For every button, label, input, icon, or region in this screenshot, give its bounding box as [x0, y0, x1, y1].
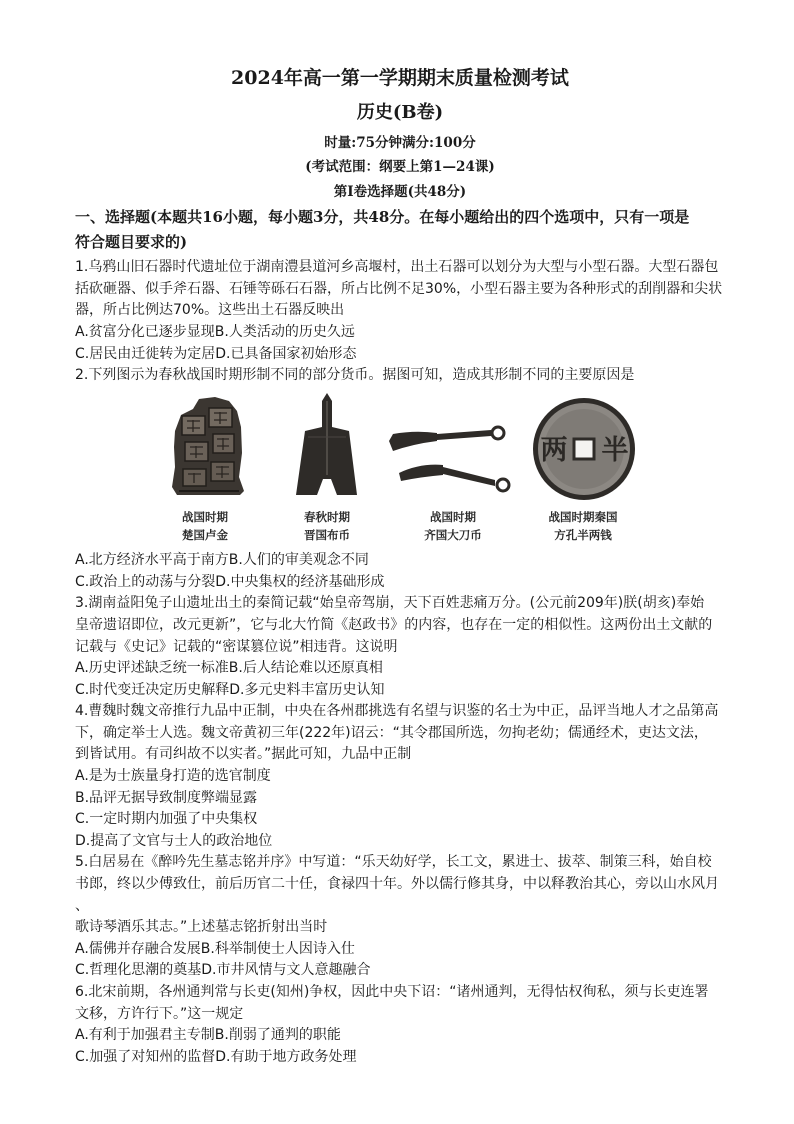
question-list — [75, 257, 725, 1068]
option-line: C.时代变迁决定历史解释D.多元史料丰富历史认知 — [75, 681, 385, 698]
instructions-line: 一、选择题(本题共16小题，每小题3分，共48分。在每小题给出的四个选项中，只有一项是 — [75, 207, 690, 226]
chu-gold-plate-icon — [172, 397, 244, 495]
coin-figure — [75, 387, 725, 550]
coin-caption — [393, 508, 513, 544]
option-line: B.品评无据导致制度弊端显露 — [75, 789, 258, 806]
option-line: A.北方经济水平高于南方B.人们的审美观念不同 — [75, 552, 369, 569]
section-title: 第Ⅰ卷选择题(共48分) — [333, 184, 467, 200]
option-line: C.政治上的动荡与分裂D.中央集权的经济基础形成 — [75, 573, 385, 590]
question-stem-line: 3.湖南益阳兔子山遗址出土的秦简记载“始皇帝驾崩，天下百姓悲痛万分。(公元前209年)朕(胡亥)奉始 — [75, 595, 705, 612]
caption-line: 方孔半两钱 — [554, 527, 612, 542]
question-stem-line: 括砍砸器、似手斧石器、石锤等砾石石器，所占比例不足30%，小型石器主要为各种形式的刮削器和尖状 — [75, 280, 723, 297]
option-line: C.加强了对知州的监督D.有助于地方政务处理 — [75, 1048, 357, 1065]
coin-inscription-right: 半 — [601, 434, 629, 466]
question-stem-line: 皇帝遗诏即位，改元更新”，它与北大竹简《赵政书》的内容，也存在一定的相似性。这两份出土文献的 — [75, 616, 713, 633]
option-line: A.是为士族量身打造的选官制度 — [75, 768, 271, 785]
option-line: A.有利于加强君主专制B.削弱了通判的职能 — [75, 1027, 341, 1044]
option-line: A.历史评述缺乏统一标准B.后人结论难以还原真相 — [75, 660, 383, 677]
coin-caption — [145, 508, 265, 544]
caption-line: 晋国布币 — [304, 527, 350, 542]
question-stem-line: 、 — [75, 897, 89, 914]
coin-inscription-left: 两 — [540, 434, 568, 466]
caption-line: 齐国大刀币 — [424, 527, 482, 542]
caption-line: 战国时期 — [430, 509, 476, 524]
exam-title: 2024年高一第一学期期末质量检测考试 — [231, 67, 569, 89]
question-stem-line: 4.曹魏时魏文帝推行九品中正制，中央在各州郡挑选有名望与识鉴的名士为中正，品评当地人才之品第高 — [75, 703, 719, 720]
question-stem-line: 器，所占比例达70%。这些出土石器反映出 — [75, 302, 345, 319]
question-1 — [75, 257, 725, 365]
caption-line: 战国时期 — [182, 509, 228, 524]
instructions-line: 符合题目要求的) — [75, 232, 188, 251]
question-stem-line: 书郎，终以少傅致仕，前后历官二十任，食禄四十年。外以儒行修其身，中以释教治其心，旁以山水风月 — [75, 876, 719, 893]
question-6 — [75, 982, 725, 1068]
coin-caption — [523, 508, 643, 544]
question-stem-line: 1.乌鸦山旧石器时代遗址位于湖南澧县道河乡高堰村，出土石器可以划分为大型与小型石器。大型石器包 — [75, 259, 719, 276]
option-line: D.提高了文官与士人的政治地位 — [75, 832, 273, 849]
exam-time-score: 时量:75分钟满分:100分 — [324, 135, 476, 151]
question-2 — [75, 365, 725, 593]
coin-caption — [267, 508, 387, 544]
caption-line: 楚国卢金 — [182, 527, 228, 542]
option-line: A.儒佛并存融合发展B.科举制使士人因诗入仕 — [75, 940, 355, 957]
section-instructions — [75, 205, 725, 255]
question-4 — [75, 701, 725, 852]
caption-line: 战国时期秦国 — [548, 509, 618, 524]
exam-content — [75, 63, 725, 1068]
option-line: A.贫富分化已逐步显现B.人类活动的历史久远 — [75, 323, 355, 340]
exam-subject: 历史(B卷) — [356, 102, 444, 123]
question-stem-line: 记载与《史记》记载的“密谋篡位说”相违背。这说明 — [75, 638, 398, 655]
option-line: C.一定时期内加强了中央集权 — [75, 811, 258, 828]
option-line: C.居民由迁徙转为定居D.已具备国家初始形态 — [75, 345, 357, 362]
spade-coin-icon — [296, 393, 357, 495]
caption-line: 春秋时期 — [304, 509, 350, 524]
question-5 — [75, 852, 725, 982]
coin-images — [75, 387, 725, 509]
question-stem-line: 2.下列图示为春秋战国时期形制不同的部分货币。据图可知，造成其形制不同的主要原因是 — [75, 367, 635, 384]
question-stem-line: 下，确定举士人选。魏文帝黄初三年(222年)诏云：“其令郡国所选，勿拘老幼；儒通经术，吏达文法， — [75, 724, 708, 741]
question-stem-line: 6.北宋前期，各州通判常与长吏(知州)争权，因此中央下诏：“诸州通判，无得怙权徇私，须与长吏连署 — [75, 984, 709, 1001]
round-coin-icon — [533, 398, 635, 500]
question-3 — [75, 593, 725, 701]
question-stem-line: 文移，方许行下。”这一规定 — [75, 1005, 244, 1022]
exam-scope: (考试范围：纲要上第1—24课) — [305, 159, 495, 175]
knife-coin-icon — [389, 427, 509, 491]
question-stem-line: 歌诗琴酒乐其志。”上述墓志铭折射出当时 — [75, 919, 328, 936]
question-stem-line: 5.白居易在《醉吟先生墓志铭并序》中写道：“乐天幼好学，长工文，累进士、拔萃、制策三科，始自校 — [75, 854, 712, 871]
option-line: C.哲理化思潮的奠基D.市井风情与文人意趣融合 — [75, 962, 371, 979]
question-stem-line: 到皆试用。有司纠故不以实者。”据此可知，九品中正制 — [75, 746, 412, 763]
